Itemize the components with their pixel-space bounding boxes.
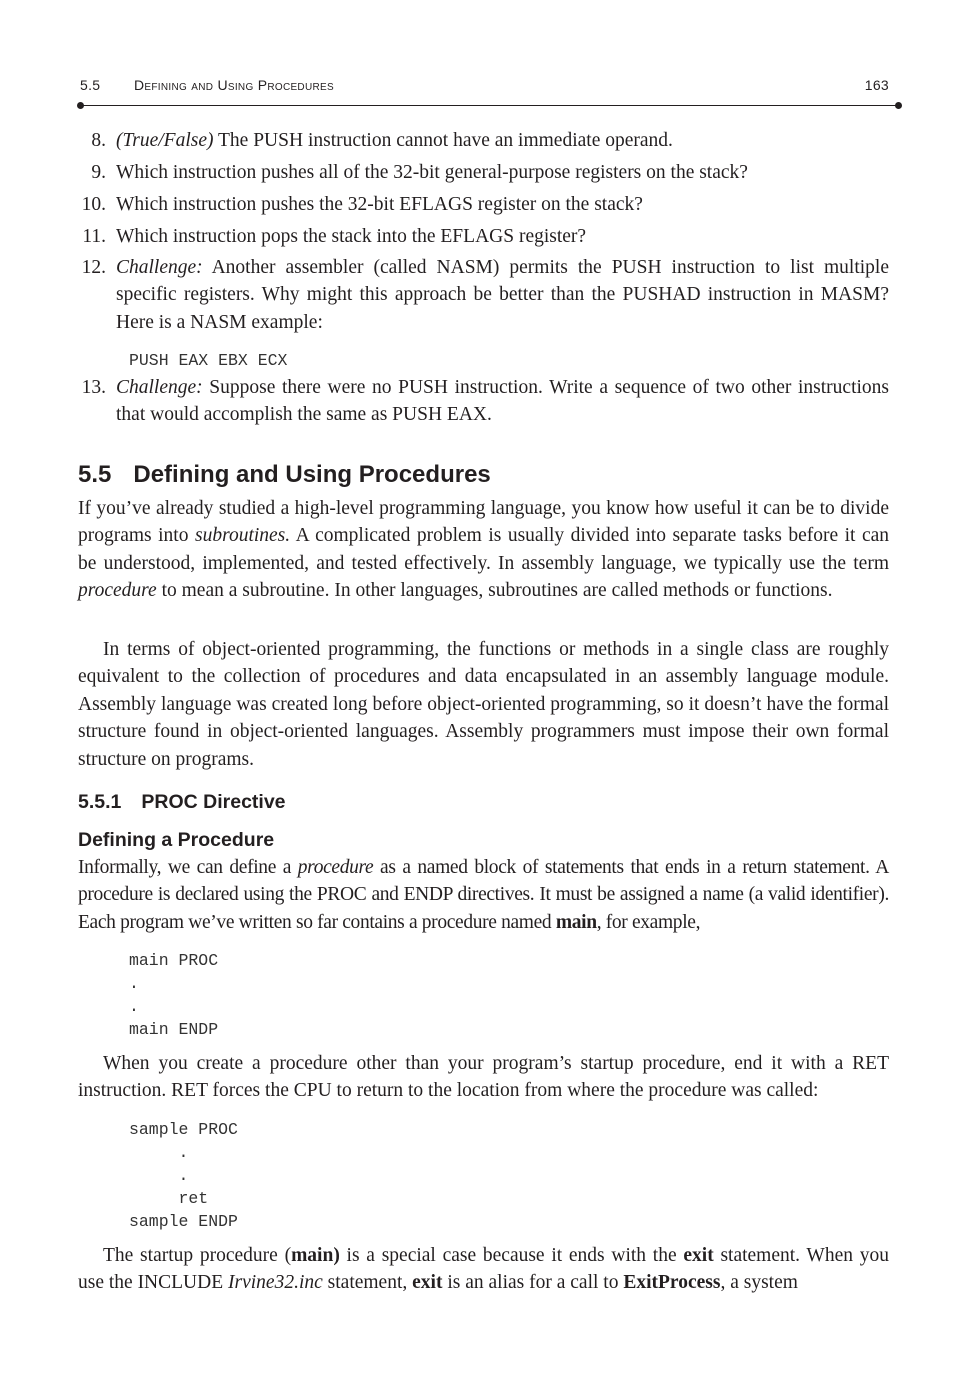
code-example-nasm: PUSH EAX EBX ECX: [129, 351, 288, 370]
question-lead: Challenge:: [116, 257, 203, 278]
text: , a system: [720, 1272, 798, 1294]
bold-text: main): [291, 1245, 340, 1266]
question-text: The PUSH instruction cannot have an immediate operand.: [213, 130, 673, 151]
subheading: Defining a Procedure: [78, 829, 275, 851]
emphasis: Irvine32.inc: [228, 1272, 323, 1294]
emphasis: procedure: [297, 857, 374, 878]
question-item: [78, 254, 889, 336]
section-title: Defining and Using Procedures: [133, 461, 491, 488]
header-rule: [80, 105, 898, 106]
rule-dot-right: [895, 102, 902, 109]
question-text: Which instruction pops the stack into the EFLAGS register?: [116, 226, 587, 247]
question-number: 13.: [81, 377, 106, 398]
subsection-title: PROC Directive: [141, 791, 286, 813]
paragraph: [78, 854, 889, 936]
question-number: 11.: [82, 226, 106, 247]
running-header-title: Defining and Using Procedures: [134, 77, 334, 93]
paragraph: When you create a procedure other than your program’s startup procedure, end it with a RET instruction. RET forces the CPU to return to the location from where the procedure was called:: [78, 1053, 889, 1102]
question-text: Another assembler (called NASM) permits the PUSH instruction to list multiple specific registers. Why might this approach be better than the PUSHAD instruction in MASM? Here is a NASM example:: [116, 257, 889, 333]
question-item: [78, 191, 889, 218]
question-text: Which instruction pushes the 32-bit EFLAGS register on the stack?: [116, 194, 643, 215]
rule-dot-left: [77, 102, 84, 109]
emphasis: subroutines.: [194, 525, 291, 547]
subsection-number: 5.5.1: [78, 791, 122, 813]
paragraph: [78, 1242, 889, 1297]
question-item: [78, 374, 889, 429]
emphasis: procedure: [78, 580, 157, 602]
question-number: 8.: [91, 130, 106, 151]
text: Informally, we can define a: [78, 857, 298, 878]
section-number: 5.5: [78, 461, 112, 488]
code-example-sample: sample PROC . . ret sample ENDP: [129, 1120, 238, 1231]
bold-text: ExitProcess: [623, 1272, 721, 1294]
text: The startup procedure (: [103, 1245, 292, 1266]
text: as a named block of statements that ends in a return statement. A procedure is declared using the PROC and ENDP directives. It must be assigned a name (a valid identifier). Each program we’ve written so far contains a procedure named: [78, 857, 889, 933]
question-number: 9.: [91, 162, 106, 183]
text: , for example,: [596, 911, 701, 933]
bold-text: main: [555, 911, 597, 933]
text: If you’ve already studied a high-level programming language, you know how useful it can be to divide programs into: [78, 498, 889, 547]
text: is a special case because it ends with the: [339, 1245, 684, 1266]
question-lead: Challenge:: [116, 377, 203, 398]
page-number: 163: [864, 77, 889, 93]
section-heading: [78, 461, 491, 489]
text: statement. When you use the INCLUDE: [78, 1245, 889, 1294]
question-lead: (True/False): [116, 130, 214, 151]
text: is an alias for a call to: [442, 1272, 624, 1294]
subsection-heading: [78, 791, 286, 814]
paragraph: [78, 495, 889, 605]
bold-text: exit: [412, 1272, 443, 1294]
question-item: [78, 127, 889, 154]
paragraph: In terms of object-oriented programming, the functions or methods in a single class are roughly equivalent to the collection of procedures and data encapsulated in an assembly language module. Assembly language was created long before object-oriented programming, so it doesn’t have the formal structure found in object-oriented languages. Assembly programmers must impose their own formal structure on programs.: [78, 639, 889, 770]
question-text: Which instruction pushes all of the 32-bit general-purpose registers on the stack?: [116, 162, 748, 183]
question-item: [78, 223, 889, 250]
question-item: [78, 159, 889, 186]
question-number: 12.: [81, 257, 106, 278]
running-header-section: 5.5: [80, 77, 101, 93]
text: to mean a subroutine. In other languages, subroutines are called methods or functions.: [156, 580, 833, 602]
text: statement,: [322, 1272, 413, 1294]
question-text: Suppose there were no PUSH instruction. Write a sequence of two other instructions that would accomplish the same as PUSH EAX.: [116, 377, 889, 426]
question-number: 10.: [81, 194, 106, 215]
bold-text: exit: [683, 1245, 714, 1266]
text: A complicated problem is usually divided into separate tasks before it can be understood, implemented, and tested effectively. In assembly language, we typically use the term: [78, 525, 890, 574]
code-example-main: main PROC . . main ENDP: [129, 951, 219, 1039]
